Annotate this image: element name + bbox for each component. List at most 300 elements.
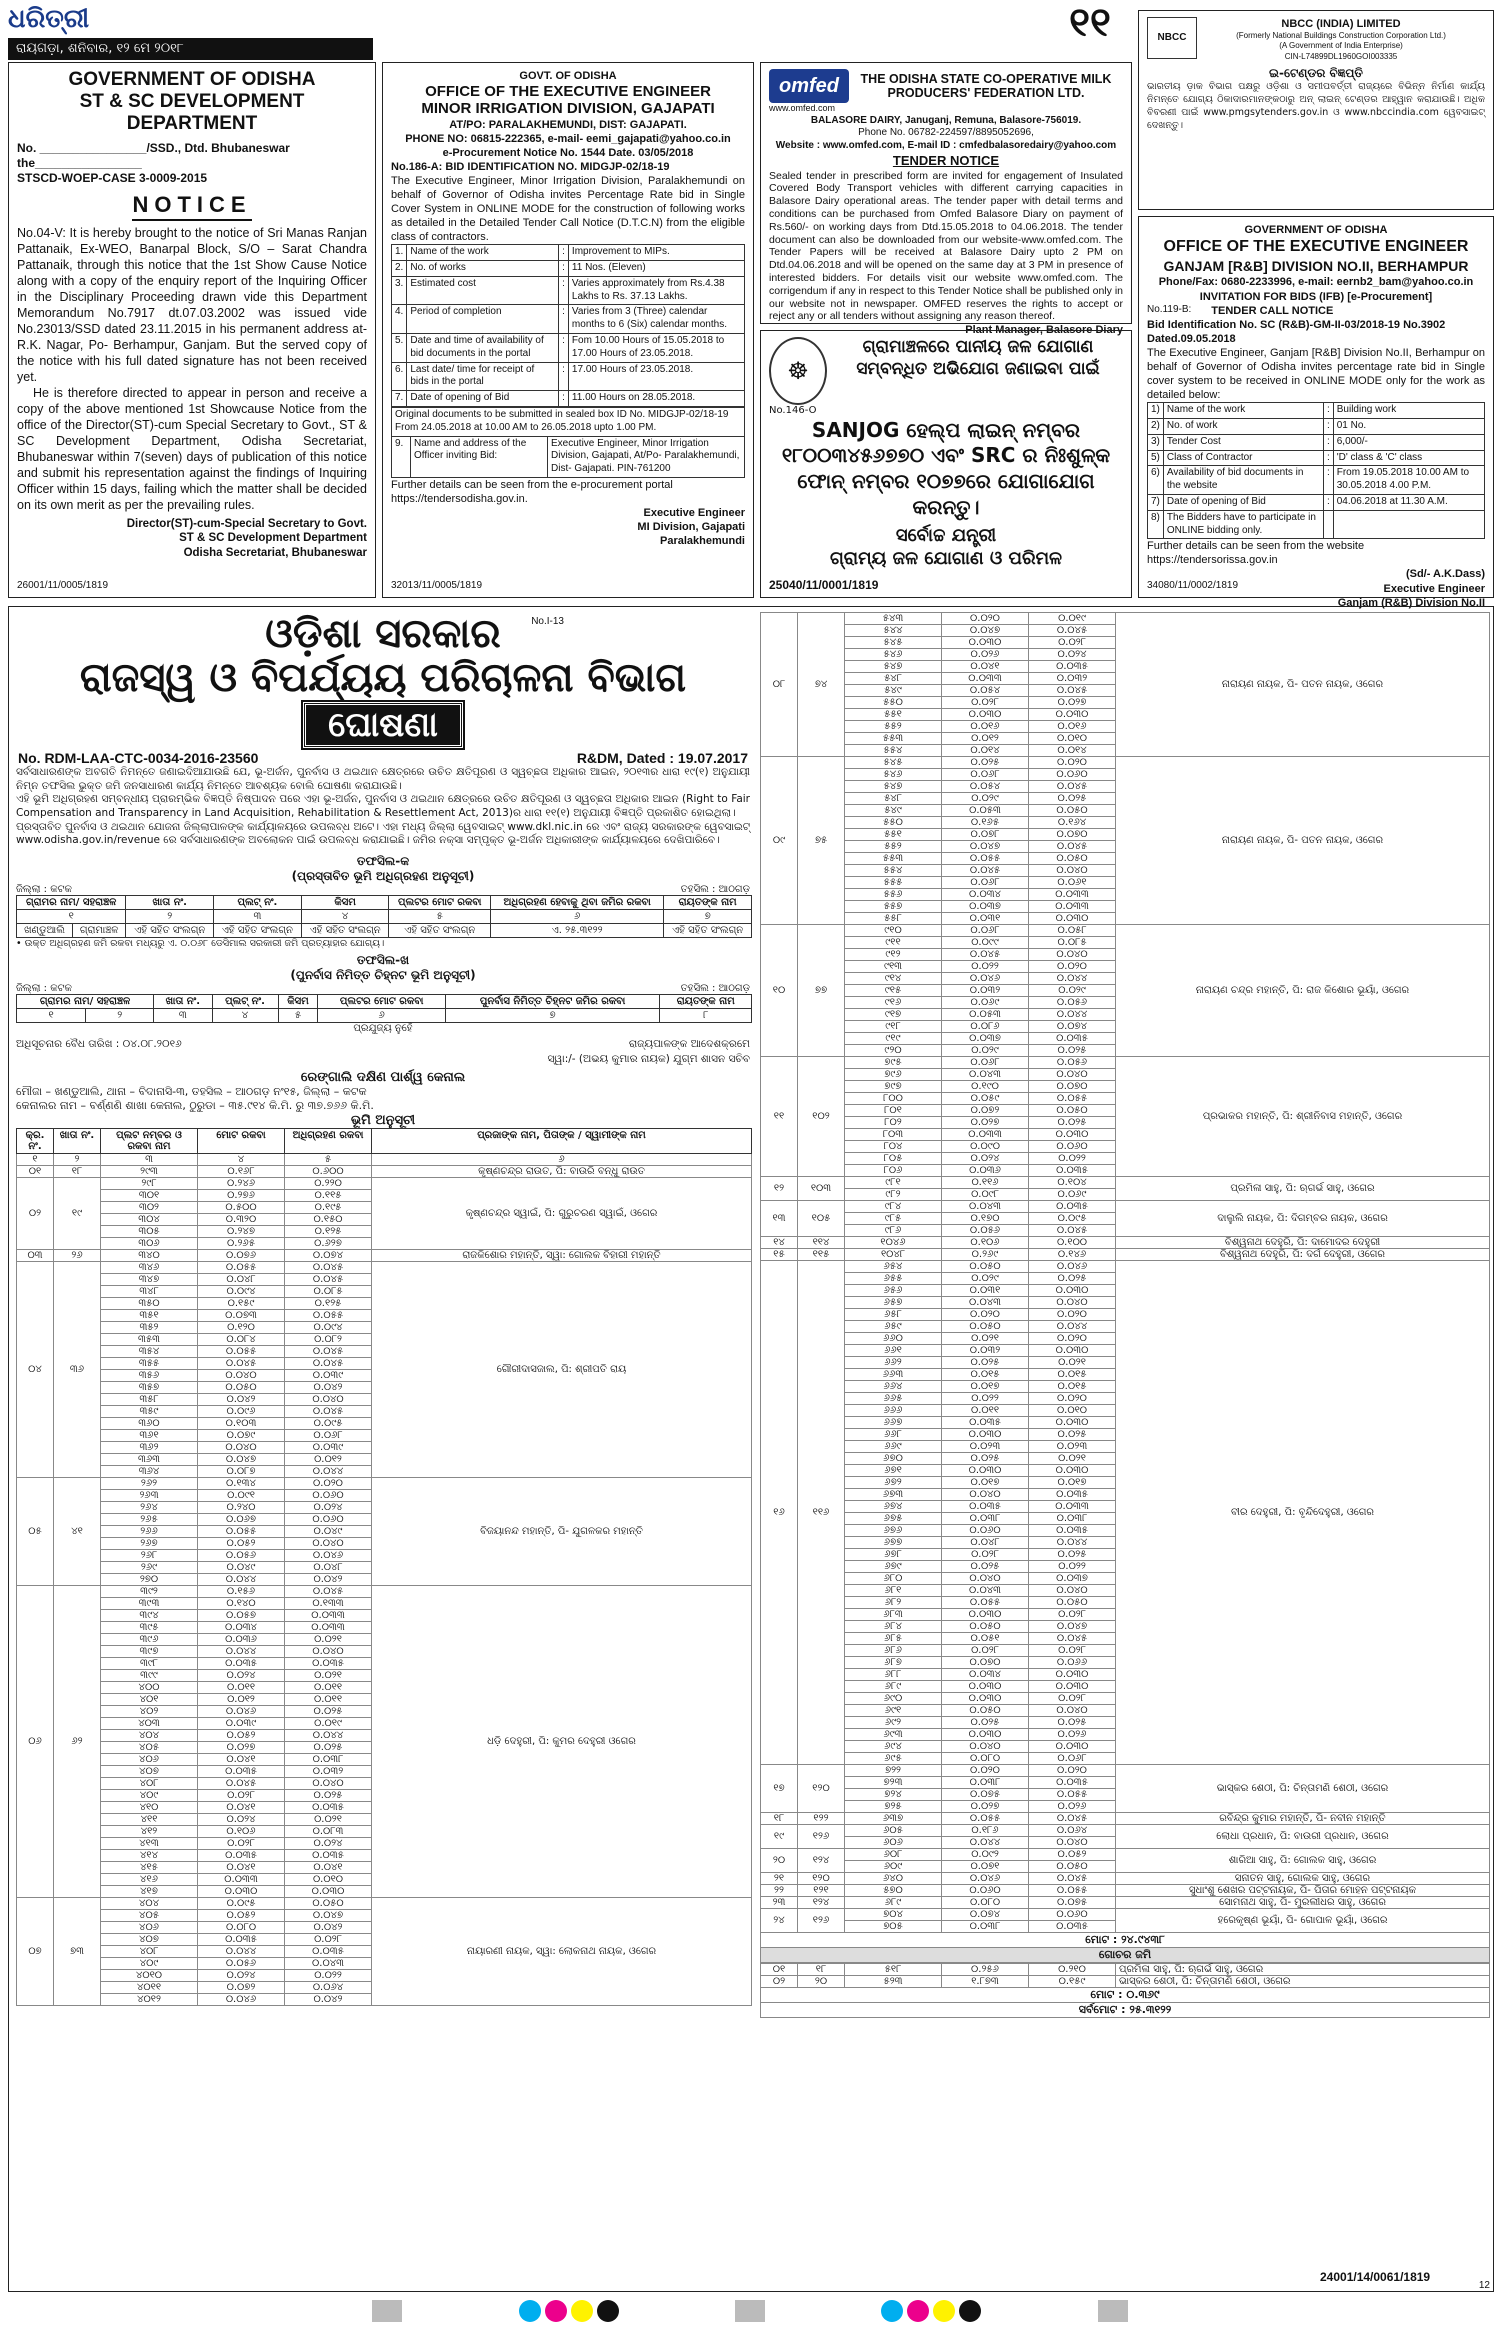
total-area: ୦.୦୪୪	[198, 1945, 285, 1957]
ad1-no-line: No. ________________/SSD., Dtd. Bhubaneswar	[17, 140, 290, 155]
owner-name: କୃଷ୍ଣଚନ୍ଦ୍ର ସ୍ୱାଇଁ, ପି: ଗୁରୁଚରଣ ସ୍ୱାଇଁ, ଓଗେର	[372, 1177, 752, 1249]
ad3-addr: BALASORE DAIRY, Januganj, Remuna, Balasore-756019.	[810, 114, 1082, 126]
ad3-phone: Phone No. 06782-224597/8895052696,	[858, 127, 1034, 139]
ad-minor-irrigation	[382, 62, 754, 598]
total-area: ୦.୦୬୮	[942, 1057, 1029, 1069]
serial-no: ୦୮	[761, 613, 798, 757]
gov-order: ରାଜ୍ୟପାଳଙ୍କ ଆଦେଶକ୍ରମେ	[628, 1037, 750, 1050]
total-area: ୦.୦୪୩	[942, 1201, 1029, 1213]
plot-no: ୪୧୧	[101, 1813, 198, 1825]
plot-no: ୯୧୯	[845, 1033, 942, 1045]
plot-no: ୬୯୫	[845, 1753, 942, 1765]
land-head-num: ୩	[101, 1153, 198, 1165]
gov-land-row	[761, 1976, 1490, 1988]
ad6-sig3: Ganjam (R&B) Division No.II	[1337, 596, 1485, 609]
sched-b-head: ପ୍ଲଟର ମୋଟ ରକବା	[318, 994, 445, 1008]
gov-land-cell: ୦.୧୫୯	[1029, 1976, 1116, 1988]
land-row	[761, 1909, 1490, 1921]
owner-name: ଲୋଧା ପ୍ରଧାନ, ପି: ବାଉରୀ ପ୍ରଧାନ, ଓଗେର	[1116, 1825, 1490, 1849]
acquired-area: ୦.୦୫୬	[1029, 1057, 1116, 1069]
khata-no: ୧୯	[54, 1177, 101, 1249]
total-area: ୦.୦୨୮	[942, 1645, 1029, 1657]
plot-no: ୪୦୬	[101, 1753, 198, 1765]
total-area: ୦.୦୪୪	[198, 1573, 285, 1585]
gov-land-cell: ୧.୮୭୩	[942, 1976, 1029, 1988]
land-row	[761, 1813, 1490, 1825]
acquired-area: ୦.୧୬୪	[1029, 817, 1116, 829]
acquired-area: ୦.୦୨୦	[1029, 1333, 1116, 1345]
ad2-row	[392, 362, 745, 391]
acquired-area: ୦.୦୪୫	[285, 1357, 372, 1369]
acquired-area: ୦.୦୫୦	[1029, 1105, 1116, 1117]
ad6-cell: Availability of bid documents in the website	[1163, 466, 1323, 495]
sched-a-head: ଖାତା ନଂ.	[126, 895, 214, 909]
acquired-area: ୦.୦୨୫	[285, 1789, 372, 1801]
ad2-row9-num: 9.	[392, 436, 411, 477]
acquired-area: ୦.୦୧୬	[1029, 721, 1116, 733]
acquired-area: ୦.୦୨୧	[1029, 1453, 1116, 1465]
plot-no: ୪୧୭	[101, 1885, 198, 1897]
acquired-area: ୦.୦୬୦	[1029, 1141, 1116, 1153]
total-area: ୦.୦୫୯	[942, 1093, 1029, 1105]
ad6-phone: Phone/Fax: 0680-2233996, e-mail: eernb2_bam@yahoo.co.in	[1158, 276, 1474, 289]
serial-no: ୧୧	[761, 1057, 798, 1177]
acquired-area: ୦.୦୨୮	[1029, 1693, 1116, 1705]
acquired-area: ୦.୦୭୪	[1029, 1021, 1116, 1033]
ad6-cell: No. of work	[1163, 418, 1323, 434]
acquired-area: ୦.୦୩୩	[1029, 1501, 1116, 1513]
total-area: ୦.୦୩୦	[942, 1681, 1029, 1693]
total-area: ୦.୧୫୯	[198, 1297, 285, 1309]
sched-a-table	[16, 895, 752, 938]
plot-no: ୯୧୨	[845, 949, 942, 961]
acquired-area: ୦.୦୯୫	[285, 1417, 372, 1429]
ad2-cell: 6.	[392, 362, 407, 391]
plot-no: ୬୮୬	[845, 1645, 942, 1657]
plot-no: ୫୪୬	[845, 769, 942, 781]
canal-line: କେନାଲର ନାମ – ବର୍ଣ୍ଣଣି ଶାଖା କେନାଲ, ଠୁରୁଡା – ୩୫.୯୧୪ କି.ମି. ରୁ ୩୭.୭୬୬ କି.ମି.	[16, 1098, 374, 1112]
ad2-cell: 11.00 Hours on 28.05.2018.	[568, 391, 744, 407]
total-area: ୦.୦୨୫	[942, 1561, 1029, 1573]
ad6-bid: Bid Identification No. SC (R&B)-GM-II-03/2018-19 No.3902 Dated.09.05.2018	[1147, 318, 1446, 345]
plot-no: ୭୨୨	[845, 1765, 942, 1777]
acquired-area: ୦.୦୪୦	[1029, 1297, 1116, 1309]
acquired-area: ୦.୦୪୦	[1029, 949, 1116, 961]
total-area: ୦.୦୫୩	[942, 805, 1029, 817]
acquired-area: ୦.୦୩୮	[1029, 1513, 1116, 1525]
acquired-area: ୦.୦୯୫	[1029, 1213, 1116, 1225]
plot-no: ୫୪୮	[845, 673, 942, 685]
total-area: ୦.୦୩୫	[198, 1849, 285, 1861]
ad4-ref: 25040/11/0001/1819	[769, 577, 879, 592]
plot-no: ୯୮୨	[845, 1189, 942, 1201]
ad2-cell: Date and time of availability of bid documents in the portal	[407, 334, 559, 363]
ad6-cell: 6)	[1148, 466, 1164, 495]
acquired-area: ୦.୦୩୦	[1029, 1465, 1116, 1477]
plot-no: ୩୯୭	[101, 1645, 198, 1657]
acquired-area: ୦.୦୩୦	[1029, 913, 1116, 925]
plot-no: ୬୮୯	[845, 1897, 942, 1909]
ad2-cell: 4.	[392, 305, 407, 334]
ad1-para2: He is therefore directed to appear in person and receive a copy of the above mentioned 1st Showcause Notice from the office of the Director(ST)-cum Special Secretary to Govt., ST & SC Development Department, Odisha Secretariat, Bhubaneswar within 7(seven) days of publication of this notice and submit his representation against the findings of Inquiring Officer within 15 days, failing which the matter shall be decided on its own merit as per the prevailing rules.	[17, 385, 367, 512]
ad2-cell: Estimated cost	[407, 276, 559, 305]
acquired-area: ୦.୧୪୬	[1029, 1249, 1116, 1261]
acquired-area: ୦.୦୬୬	[1029, 1657, 1116, 1669]
total-area: ୦.୦୫୦	[942, 1261, 1029, 1273]
total-area: ୦.୨୭୬	[198, 1189, 285, 1201]
valid-date: ଅଧିସୂଚନାର ବୈଧ ତାରିଖ : ୦୪.୦୮.୨୦୧୬	[16, 1037, 182, 1050]
ad6-cell: :	[1323, 434, 1333, 450]
sched-b-dist: ଜିଲ୍ଲା : କଟକ	[16, 982, 72, 994]
land-head-num: ୨	[54, 1153, 101, 1165]
sched-a-cell: ଏହି ସହିତ ସଂଲଗ୍ନ	[664, 923, 752, 937]
ad3-www: www.omfed.com	[769, 103, 836, 113]
acquired-area: ୦.୦୪୪	[285, 1729, 372, 1741]
total-area: ୦.୦୩୦	[942, 1609, 1029, 1621]
total-area: ୦.୧୧୬	[942, 1177, 1029, 1189]
acquired-area: ୦.୦୨୮	[1029, 1609, 1116, 1621]
total-area: ୦.୦୨୮	[942, 1549, 1029, 1561]
acquired-area: ୦.୦୨୫	[1029, 1429, 1116, 1441]
plot-no: ୫୫୪	[845, 865, 942, 877]
ad2-cell: :	[559, 276, 569, 305]
main-refno: No. RDM-LAA-CTC-0034-2016-23560	[18, 750, 259, 766]
total-area: ୦.୦୫୦	[942, 1621, 1029, 1633]
acquired-area: ୦.୦୨୦	[285, 1477, 372, 1489]
ad4-sig1: ସର୍ବୋଚ୍ଚ ଯନ୍ତ୍ରୀ	[895, 525, 997, 547]
plot-no: ୬୦୬	[845, 1837, 942, 1849]
khata-no: ୧୨୬	[798, 1825, 845, 1849]
acquired-area: ୦.୦୪୦	[285, 1393, 372, 1405]
serial-no: ୦୬	[17, 1585, 54, 1897]
ad6-row	[1148, 403, 1485, 419]
sched-a-head: କିସମ	[301, 895, 389, 909]
ad2-row	[392, 334, 745, 363]
sched-a-num: ୭	[664, 909, 752, 923]
total-area: ୦.୦୨୫	[942, 1717, 1029, 1729]
plot-no: ୫୪୭	[845, 661, 942, 673]
plot-no: ୫୪୯	[845, 805, 942, 817]
plot-no: ୬୮୨	[845, 1597, 942, 1609]
plot-no: ୨୭୦	[101, 1573, 198, 1585]
total-area: ୦.୦୭୮	[942, 829, 1029, 841]
acquired-area: ୦.୦୪୧	[285, 1861, 372, 1873]
land-row	[761, 1249, 1490, 1261]
main-h2: ରାଜସ୍ୱ ଓ ବିପର୍ଯ୍ୟୟ ପରିଚାଳନା ବିଭାଗ	[79, 655, 687, 701]
khata-no: ୧୨୦	[798, 1765, 845, 1813]
plot-no: ୩୪୭	[101, 1273, 198, 1285]
land-row	[17, 1165, 752, 1177]
main-left	[12, 612, 754, 2288]
ad2-title: OFFICE OF THE EXECUTIVE ENGINEER	[425, 83, 711, 101]
ad4-line2: ସମ୍ବନ୍ଧିତ ଅଭିଯୋଗ ଜଣାଇବା ପାଇଁ	[856, 358, 1100, 379]
acquired-area: ୦.୦୨୬	[1029, 1729, 1116, 1741]
total-area: ୦.୦୯୧	[198, 1489, 285, 1501]
plot-no: ୬୭୬	[845, 1525, 942, 1537]
main-p3: ପ୍ରସ୍ତାବିତ ପୁନର୍ବାସ ଓ ଥଇଥାନ ଯୋଜନା ଜିଲ୍ଲାପାଳଙ୍କ କାର୍ଯ୍ୟାଳୟରେ ଉପଲବ୍ଧ ଅଟେ। ଏହା ମଧ୍ୟ ଜିଲ୍ଲା ୱେବସାଇଟ୍ www.dkl.nic.in ରେ ଏବଂ ରାଜ୍ୟ ସରକାରଙ୍କ ୱେବସାଇଟ୍ www.odisha.gov.in/revenue ରେ ସର୍ବସାଧାରଣଙ୍କ ଅବଲୋକନ ପାଇଁ ଉପଲବ୍ଧ କରାଯାଇଛି। ଜମିର ନକ୍ସା ସମ୍ପୃକ୍ତ ଭୂ-ଅର୍ଜନ ଅଧିକାରୀଙ୍କ କାର୍ଯ୍ୟାଳୟରେ ଦେଖିପାରିବେ।	[16, 820, 750, 847]
acquired-area: ୦.୦୩୦	[285, 1885, 372, 1897]
plot-no: ୬୦୯	[845, 1861, 942, 1873]
acquired-area: ୦.୦୪୫	[285, 1261, 372, 1273]
plot-no: ୫୪୪	[845, 625, 942, 637]
plot-no: ୪୦୮	[101, 1945, 198, 1957]
ad2-cell: :	[559, 334, 569, 363]
plot-no: ୩୦୨	[101, 1201, 198, 1213]
gov-land-table	[760, 1963, 1490, 1988]
khata-no: ୧୧୪	[798, 1237, 845, 1249]
plot-no: ୪୦୫	[101, 1909, 198, 1921]
plot-no: ୭୯୬	[845, 1069, 942, 1081]
acquired-area: ୦.୦୪୦	[285, 1645, 372, 1657]
sched-a-dist: ଜିଲ୍ଲା : କଟକ	[16, 883, 72, 895]
total-area: ୦.୦୫୫	[198, 1345, 285, 1357]
acquired-area: ୦.୦୩୩	[1029, 889, 1116, 901]
sched-a-cell: ଏହି ସହିତ ସଂଲଗ୍ନ	[389, 923, 491, 937]
land-table-right	[760, 612, 1490, 1933]
total-area: ୦.୦୫୬	[198, 1549, 285, 1561]
ad6-row	[1148, 510, 1485, 539]
land-row	[761, 925, 1490, 937]
land-head: ପ୍ରଜାଙ୍କ ନାମ, ପିତାଙ୍କ / ସ୍ୱାମୀଙ୍କ ନାମ	[372, 1128, 752, 1153]
sched-a-cell: ଏ. ୨୫.୩୧୨୨	[491, 923, 664, 937]
khata-no: ୧୨୪	[798, 1849, 845, 1873]
acquired-area: ୦.୦୪୭	[1029, 1621, 1116, 1633]
plot-no: ୯୮୧	[845, 1177, 942, 1189]
plot-no: ୩୦୪	[101, 1213, 198, 1225]
acquired-area: ୦.୦୧୭	[1029, 1477, 1116, 1489]
plot-no: ୪୦୪	[101, 1729, 198, 1741]
total-area: ୦.୧୮୬	[942, 1825, 1029, 1837]
acquired-area: ୦.୬୦୦	[285, 1165, 372, 1177]
ad2-row	[392, 261, 745, 277]
acquired-area: ୦.୦୪୪	[1029, 1321, 1116, 1333]
plot-no: ୪୧୩	[101, 1837, 198, 1849]
ad4-line5: ଫୋନ୍ ନମ୍ବର ୧୦୭୭ରେ ଯୋଗାଯୋଗ କରନ୍ତୁ।	[797, 468, 1095, 519]
acquired-area: ୦.୦୧୫	[1029, 1369, 1116, 1381]
total-area: ୦.୦୭୩	[198, 1309, 285, 1321]
ad2-intro: The Executive Engineer, Minor Irrigation Division, Paralakhemundi on behalf of Governor of Odisha invites Percentage Rate bid in Single Cover System in ONLINE MODE for the construction of following works as detailed in the Detailed Tender Call Notice (D.T.C.N) from the eligible class of contractors.	[391, 174, 745, 244]
total-area: ୦.୦୯୫	[198, 1897, 285, 1909]
acquired-area: ୦.୦୨୫	[1029, 1717, 1116, 1729]
sched-b-na: ପ୍ରଯୁଜ୍ୟ ନୁହେଁ	[353, 1022, 413, 1034]
total-area: ୦.୦୪୩	[942, 1297, 1029, 1309]
canal-title: ରେଙ୍ଗାଲି ଦକ୍ଷିଣ ପାର୍ଶ୍ୱ କେନାଲ	[300, 1069, 466, 1085]
plot-no: ୮୦୩	[845, 1129, 942, 1141]
total-area: ୦.୦୧୬	[942, 721, 1029, 733]
ad2-sig2: MI Division, Gajapati	[637, 521, 745, 534]
acquired-area: ୦.୦୩୫	[1029, 1921, 1116, 1933]
plot-no: ୮୦୧	[845, 1105, 942, 1117]
land-row	[761, 1825, 1490, 1837]
acquired-area: ୦.୦୪୫	[285, 1345, 372, 1357]
total-area: ୦.୦୫୦	[942, 1705, 1029, 1717]
total-area: ୦.୦୪୧	[942, 661, 1029, 673]
total-area: ୦.୦୬୦	[942, 1525, 1029, 1537]
acquired-area: ୦.୦୩୯	[285, 1369, 372, 1381]
total-area: ୦.୧୪୦	[198, 1597, 285, 1609]
acquired-area: ୦.୧୯୫	[285, 1201, 372, 1213]
acquired-area: ୦.୦୫୮	[1029, 925, 1116, 937]
acquired-area: ୦.୦୪୪	[1029, 1009, 1116, 1021]
plot-no: ୭୯୫	[845, 1057, 942, 1069]
khata-no: ୬୨	[54, 1585, 101, 1897]
ad4-sig2: ଗ୍ରାମ୍ୟ ଜଳ ଯୋଗାଣ ଓ ପରିମଳ	[829, 548, 1063, 570]
land-row	[17, 1177, 752, 1189]
acquired-area: ୦.୦୨୧	[285, 1669, 372, 1681]
ad2-row	[392, 305, 745, 334]
plot-no: ୩୫୫	[101, 1357, 198, 1369]
total-area: ୦.୦୪୯	[198, 1561, 285, 1573]
plot-no: ୬୮୯	[845, 1681, 942, 1693]
plot-no: ୬୮୧	[845, 1585, 942, 1597]
land-row	[761, 1765, 1490, 1777]
plot-no: ୫୪୫	[845, 637, 942, 649]
acquired-area: ୦.୦୪୮	[285, 1561, 372, 1573]
gov-land-cell: ୦୧	[761, 1964, 798, 1976]
sched-a-sub: (ପ୍ରସ୍ତାବିତ ଭୂମି ଅଧିଗ୍ରହଣ ଅନୁସୂଚୀ)	[291, 868, 475, 883]
ad1-heading: NOTICE	[132, 191, 251, 221]
sched-a-num: ୧	[17, 909, 126, 923]
acquired-area: ୦.୦୨୨	[1029, 1153, 1116, 1165]
gov-land-cell: ୫୧୮	[845, 1964, 942, 1976]
plot-no: ୧୦୪୮	[845, 1249, 942, 1261]
acquired-area: ୦.୦୧୦	[285, 1873, 372, 1885]
acquired-area: ୦.୦୪୦	[1029, 865, 1116, 877]
acquired-area: ୦.୦୭୦	[1029, 829, 1116, 841]
acquired-area: ୦.୦୩୫	[285, 1801, 372, 1813]
list-title: ଭୂମି ଅନୁସୂଚୀ	[350, 1112, 416, 1128]
acquired-area: ୦.୦୪୫	[1029, 685, 1116, 697]
khata-no: ୩୬	[54, 1261, 101, 1477]
acquired-area: ୦.୦୪୨	[285, 1381, 372, 1393]
plot-no: ୩୫୧	[101, 1309, 198, 1321]
plot-no: ୨୬୬	[101, 1525, 198, 1537]
ad2-cell: No. of works	[407, 261, 559, 277]
ad2-sig1: Executive Engineer	[643, 507, 745, 520]
total-area: ୦.୨୪୭	[198, 1225, 285, 1237]
land-row	[17, 1585, 752, 1597]
ad6-cell: Name of the work	[1163, 403, 1323, 419]
main-p1: ସର୍ବସାଧାରଣଙ୍କ ଅବଗତି ନିମନ୍ତେ ଜଣାଇଦିଆଯାଉଛି ଯେ, ଭୂ-ଅର୍ଜନ, ପୁନର୍ବାସ ଓ ଥଇଥାନ କ୍ଷେତ୍ରରେ ଉଚିତ କ୍ଷତିପୂରଣ ଓ ସ୍ୱଚ୍ଛତା ଅଧିକାର ଆଇନ, ୨୦୧୩ର ଧାରା ୧୯(୧) ଅନୁଯାୟୀ ନିମ୍ନ ତଫସିଲ ଭୁକ୍ତ ଜମି ଜନସାଧାରଣ କାର୍ଯ୍ୟ ନିମନ୍ତେ ଆବଶ୍ୟକ ବୋଲି ଘୋଷଣା କରାଯାଉଛି।	[16, 766, 750, 792]
plot-no: ୬୬୩	[845, 1369, 942, 1381]
total-area: ୦.୦୪୦	[198, 1369, 285, 1381]
acquired-area: ୦.୦୩୮	[285, 1753, 372, 1765]
ad2-row9-value: Executive Engineer, Minor Irrigation Division, Gajapati, At/Po- Paralakhemundi, Dist- Gajapati. PIN-761200	[548, 436, 745, 477]
plot-no: ୫୫୨	[845, 841, 942, 853]
serial-no: ୧୮	[761, 1813, 798, 1825]
total-area: ୦.୦୩୭	[942, 901, 1029, 913]
sched-b-num: ୪	[212, 1008, 278, 1022]
plot-no: ୫୫୧	[845, 829, 942, 841]
total-area: ୦.୦୪୦	[942, 1741, 1029, 1753]
acquired-area: ୦.୧୫୦	[285, 1213, 372, 1225]
acquired-area: ୦.୦୪୨	[285, 1921, 372, 1933]
acquired-area: ୦.୦୧୫	[1029, 1381, 1116, 1393]
ad6-cell: 7)	[1148, 494, 1164, 510]
acquired-area: ୦.୦୬୮	[1029, 1753, 1116, 1765]
ad6-title2: GANJAM [R&B] DIVISION NO.II, BERHAMPUR	[1163, 257, 1469, 274]
acquired-area: ୦.୦୨୦	[1029, 757, 1116, 769]
ad-omfed	[760, 62, 1132, 337]
plot-no: ୬୬୧	[845, 1345, 942, 1357]
plot-no: ୩୯୫	[101, 1621, 198, 1633]
acquired-area: ୦.୦୫୫	[1029, 1093, 1116, 1105]
plot-no: ୬୯୧	[845, 1705, 942, 1717]
plot-no: ୪୦୨	[101, 1705, 198, 1717]
total-area: ୦.୦୫୨	[198, 1909, 285, 1921]
ad2-cell: 7.	[392, 391, 407, 407]
plot-no: ୬୬୪	[845, 1381, 942, 1393]
grand-total: ସର୍ବମୋଟ : ୨୫.୩୧୨୨	[760, 2003, 1490, 2018]
total-area: ୦.୦୪୬	[198, 1993, 285, 2005]
plot-no: ୯୧୦	[845, 925, 942, 937]
registration-marks	[0, 2300, 1500, 2330]
plot-no: ୮୦୨	[845, 1117, 942, 1129]
ad5-sub1: (Formerly National Buildings Construction Corporation Ltd.)	[1236, 31, 1446, 41]
ad1-para1: No.04-V: It is hereby brought to the notice of Sri Manas Ranjan Pattanaik, Ex-WEO, Banarpal Block, S/O – Sarat Chandra Pattanaik, through this notice that the 1st Show Cause Notice along with a copy of the enquiry report of the Inquiring Officer in the Disciplinary Proceeding drawn vide this Department Memorandum No.7917 dt.07.03.2002 was issued vide No.23013/SSD dated 23.11.2015 in his permanent address at- R.K. Nagar, Po- Berhampur, Ganjam. But the served copy of the notice with his full dated signature has not been received yet.	[17, 225, 367, 384]
plot-no: ୪୦୩	[101, 1717, 198, 1729]
land-table-left	[16, 1128, 752, 2006]
total-area: ୦.୦୩୧	[942, 1285, 1029, 1297]
acquired-area: ୦.୦୨୫	[1029, 793, 1116, 805]
total-area: ୦.୦୬୮	[942, 769, 1029, 781]
plot-no: ୯୧୫	[845, 985, 942, 997]
total-area: ୦.୦୯୦	[942, 1141, 1029, 1153]
plot-no: ୬୭୩	[845, 1489, 942, 1501]
acquired-area: ୦.୦୫୦	[1029, 805, 1116, 817]
acquired-area: ୦.୦୨୨	[285, 1969, 372, 1981]
total-area: ୦.୦୪୮	[942, 1537, 1029, 1549]
ad3-heading: TENDER NOTICE	[892, 152, 1000, 168]
main-h1: ଓଡ଼ିଶା ସରକାର	[265, 611, 501, 657]
khata-no: ୪୧	[54, 1477, 101, 1585]
total-area: ୦.୦୮୭	[198, 1465, 285, 1477]
ad6-cell: :	[1323, 466, 1333, 495]
acquired-area: ୦.୦୩୫	[1029, 1165, 1116, 1177]
total-area: ୦.୧୩୪	[198, 1477, 285, 1489]
acquired-area: ୦.୦୩୨	[1029, 673, 1116, 685]
ad2-cell: 5.	[392, 334, 407, 363]
acquired-area: ୦.୦୨୮	[1029, 1645, 1116, 1657]
sched-a-numbers	[17, 909, 752, 923]
total-area: ୦.୦୨୪	[198, 1669, 285, 1681]
sched-b-head: ପ୍ଲଟ୍ ନଂ.	[212, 994, 278, 1008]
acquired-area: ୦.୦୧୨	[285, 1453, 372, 1465]
plot-no: ୬୭୪	[845, 1501, 942, 1513]
acquired-area: ୦.୦୨୮	[285, 1933, 372, 1945]
plot-no: ୬୭୭	[845, 1537, 942, 1549]
acquired-area: ୦.୦୬୮	[285, 1429, 372, 1441]
total-area: ୦.୦୭୬	[198, 1249, 285, 1261]
total-area: ୦.୦୩୮	[942, 1921, 1029, 1933]
acquired-area: ୦.୦୩୦	[1029, 1741, 1116, 1753]
total-area: ୦.୨୪୦	[198, 1501, 285, 1513]
acquired-area: ୦.୦୨୧	[285, 1813, 372, 1825]
total-area: ୦.୦୪୦	[198, 1441, 285, 1453]
acquired-area: ୦.୦୬୪	[285, 1981, 372, 1993]
acquired-area: ୦.୦୮୫	[285, 1285, 372, 1297]
plot-no: ୪୦୧୧	[101, 1981, 198, 1993]
total-area: ୦.୦୫୫	[198, 1525, 285, 1537]
acquired-area: ୦.୦୯୪	[285, 1321, 372, 1333]
serial-no: ୨୨	[761, 1885, 798, 1897]
khata-no: ୧୧୬	[798, 1261, 845, 1765]
total-area: ୦.୦୩୦	[942, 1729, 1029, 1741]
plot-no: ୧୦୪୬	[845, 1237, 942, 1249]
plot-no: ୩୬୨	[101, 1441, 198, 1453]
ad6-cell: From 19.05.2018 10.00 AM to 30.05.2018 4.00 P.M.	[1333, 466, 1484, 495]
acquired-area: ୦.୦୪୦	[285, 1777, 372, 1789]
